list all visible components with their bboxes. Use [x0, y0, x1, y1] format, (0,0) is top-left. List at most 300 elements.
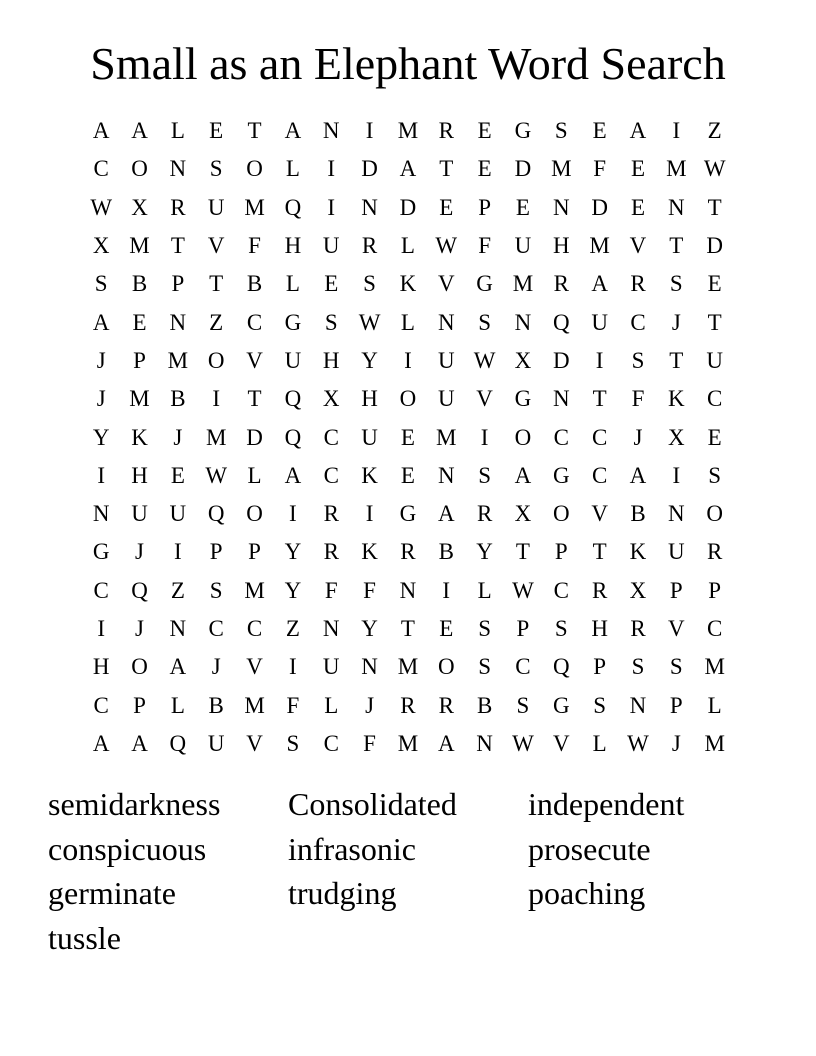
grid-letter: O	[207, 347, 225, 373]
page-title: Small as an Elephant Word Search	[90, 38, 726, 89]
grid-letter: P	[593, 654, 607, 680]
grid-letter: P	[554, 539, 568, 565]
grid-letter: S	[708, 462, 722, 488]
grid-letter: J	[96, 347, 106, 373]
grid-letter: O	[131, 654, 148, 680]
grid-letter: C	[553, 424, 569, 450]
grid-letter: R	[630, 271, 646, 297]
grid-letter: V	[437, 271, 455, 297]
grid-letter: U	[322, 233, 340, 259]
grid-letter: S	[209, 156, 223, 182]
grid-letter: A	[92, 730, 110, 756]
grid-letter: Y	[284, 577, 302, 603]
grid-letter: Q	[284, 424, 302, 450]
grid-letter: I	[365, 118, 374, 144]
grid-letter: P	[516, 616, 530, 641]
grid-letter: A	[437, 501, 455, 527]
grid-letter: H	[92, 654, 110, 680]
grid-letter: H	[361, 386, 378, 412]
grid-letter: K	[629, 539, 647, 565]
grid-letter: U	[437, 347, 455, 373]
grid-letter: T	[707, 309, 722, 335]
word-list-item: conspicuous	[48, 830, 207, 867]
grid-letter: S	[94, 271, 108, 297]
grid-letter: W	[627, 730, 649, 756]
grid-letter: R	[630, 616, 646, 641]
grid-letter: I	[327, 194, 336, 220]
grid-row	[82, 150, 734, 188]
grid-letter: B	[131, 271, 148, 297]
grid-letter: I	[672, 118, 681, 144]
grid-letter: N	[92, 501, 110, 527]
grid-letter: T	[439, 156, 454, 182]
word-list-item: trudging	[288, 875, 397, 912]
grid-letter: L	[592, 730, 607, 756]
grid-letter: U	[437, 386, 455, 412]
grid-letter: L	[400, 233, 415, 259]
grid-letter: E	[630, 156, 646, 182]
grid-letter: V	[629, 233, 647, 259]
grid-letter: L	[170, 118, 185, 144]
grid-letter: O	[399, 386, 417, 412]
grid-letter: V	[246, 654, 263, 680]
grid-letter: A	[514, 462, 532, 488]
grid-letter: W	[473, 347, 496, 373]
grid-letter: C	[208, 616, 224, 641]
grid-letter: D	[706, 233, 723, 259]
grid-letter: R	[323, 539, 339, 565]
grid-letter: A	[169, 654, 187, 680]
grid-letter: F	[248, 233, 261, 259]
grid-letter: G	[92, 539, 110, 565]
grid-row	[82, 303, 734, 341]
grid-letter: M	[205, 424, 227, 450]
grid-letter: W	[358, 309, 381, 335]
grid-letter: I	[404, 347, 412, 373]
grid-letter: R	[707, 539, 723, 565]
grid-letter: C	[93, 156, 109, 182]
grid-letter: Q	[284, 386, 302, 412]
letter-grid	[82, 112, 734, 763]
grid-letter: L	[477, 577, 492, 603]
grid-letter: J	[135, 616, 144, 641]
grid-letter: O	[552, 501, 570, 527]
grid-letter: I	[97, 616, 105, 641]
grid-letter: Q	[552, 654, 570, 680]
grid-letter: H	[131, 462, 148, 488]
grid-letter: J	[96, 386, 106, 412]
grid-letter: A	[131, 118, 148, 144]
grid-letter: C	[515, 654, 531, 680]
grid-letter: V	[668, 616, 685, 641]
grid-letter: L	[707, 692, 722, 718]
grid-letter: S	[631, 654, 645, 680]
grid-letter: N	[437, 462, 455, 488]
grid-letter: C	[246, 616, 263, 641]
grid-letter: E	[707, 424, 722, 450]
grid-letter: A	[284, 462, 302, 488]
grid-letter: S	[593, 692, 607, 718]
grid-row	[82, 189, 734, 227]
grid-letter: N	[169, 616, 187, 641]
grid-letter: N	[437, 309, 455, 335]
grid-letter: M	[589, 233, 610, 259]
grid-letter: S	[554, 118, 568, 144]
grid-letter: S	[478, 616, 491, 641]
grid-letter: L	[400, 309, 415, 335]
grid-letter: A	[629, 462, 647, 488]
grid-letter: I	[672, 462, 681, 488]
grid-letter: Q	[207, 501, 225, 527]
grid-letter: Y	[284, 539, 302, 565]
grid-letter: E	[439, 616, 454, 641]
grid-letter: G	[514, 118, 532, 144]
grid-letter: T	[209, 271, 224, 297]
grid-letter: B	[170, 386, 186, 412]
grid-letter: N	[322, 118, 340, 144]
grid-letter: S	[669, 654, 683, 680]
word-list-item: poaching	[528, 875, 646, 912]
grid-letter: S	[478, 462, 491, 488]
grid-letter: R	[553, 271, 569, 297]
grid-letter: A	[437, 730, 455, 756]
grid-letter: C	[323, 462, 339, 488]
grid-letter: H	[552, 233, 570, 259]
grid-letter: E	[400, 424, 415, 450]
grid-letter: I	[365, 501, 374, 527]
grid-row	[82, 572, 734, 610]
grid-letter: A	[92, 118, 110, 144]
grid-letter: F	[286, 692, 300, 718]
grid-letter: N	[169, 156, 187, 182]
grid-row	[82, 648, 734, 686]
grid-letter: Y	[92, 424, 110, 450]
grid-letter: X	[629, 577, 647, 603]
grid-letter: S	[478, 654, 491, 680]
grid-letter: T	[707, 194, 722, 220]
grid-letter: R	[323, 501, 339, 527]
word-list	[48, 782, 768, 961]
grid-letter: P	[708, 577, 722, 603]
grid-letter: X	[92, 233, 110, 259]
grid-letter: S	[209, 577, 223, 603]
grid-letter: U	[207, 730, 225, 756]
word-list-item: infrasonic	[288, 830, 416, 867]
word-list-item: independent	[528, 786, 685, 822]
grid-letter: H	[322, 347, 340, 373]
grid-letter: N	[361, 194, 378, 220]
grid-letter: S	[478, 309, 491, 335]
grid-letter: U	[591, 309, 608, 335]
grid-letter: U	[361, 424, 378, 450]
grid-letter: W	[703, 156, 726, 182]
grid-letter: V	[552, 730, 570, 756]
grid-letter: C	[323, 730, 339, 756]
grid-letter: M	[244, 194, 265, 220]
grid-letter: X	[514, 501, 532, 527]
grid-letter: O	[131, 156, 148, 182]
grid-row	[82, 112, 734, 150]
grid-letter: W	[512, 730, 534, 756]
grid-letter: I	[97, 462, 105, 488]
grid-letter: F	[324, 577, 338, 603]
grid-letter: O	[246, 156, 263, 182]
grid-letter: C	[323, 424, 339, 450]
grid-letter: T	[669, 347, 684, 373]
grid-letter: M	[436, 424, 457, 450]
grid-letter: N	[169, 309, 187, 335]
grid-letter: Z	[170, 577, 185, 603]
grid-letter: E	[515, 194, 530, 220]
grid-letter: D	[246, 424, 263, 450]
grid-letter: C	[630, 309, 646, 335]
grid-letter: P	[133, 347, 146, 373]
grid-letter: J	[365, 692, 375, 718]
grid-letter: X	[322, 386, 340, 412]
grid-letter: B	[476, 692, 493, 718]
grid-letter: V	[246, 347, 263, 373]
grid-letter: S	[631, 347, 645, 373]
grid-letter: N	[476, 730, 493, 756]
grid-letter: C	[246, 309, 263, 335]
grid-letter: U	[668, 539, 685, 565]
grid-letter: U	[169, 501, 187, 527]
grid-letter: W	[512, 577, 534, 603]
grid-letter: G	[399, 501, 417, 527]
grid-letter: L	[285, 271, 300, 297]
grid-row	[82, 418, 734, 456]
grid-row	[82, 265, 734, 303]
grid-letter: P	[171, 271, 185, 297]
grid-letter: M	[244, 577, 265, 603]
grid-letter: P	[478, 194, 491, 220]
grid-letter: U	[131, 501, 148, 527]
grid-letter: R	[438, 118, 454, 144]
grid-letter: F	[363, 577, 376, 603]
grid-letter: R	[361, 233, 378, 259]
grid-letter: O	[437, 654, 455, 680]
grid-letter: C	[93, 692, 109, 718]
grid-row	[82, 342, 734, 380]
grid-letter: G	[476, 271, 493, 297]
grid-letter: N	[361, 654, 378, 680]
grid-letter: C	[553, 577, 569, 603]
grid-letter: J	[135, 539, 144, 565]
grid-letter: F	[478, 233, 491, 259]
grid-letter: F	[593, 156, 607, 182]
grid-letter: J	[671, 730, 681, 756]
grid-letter: K	[668, 386, 685, 412]
grid-letter: E	[477, 118, 492, 144]
grid-letter: Z	[707, 118, 722, 144]
grid-letter: C	[707, 616, 723, 641]
grid-letter: U	[706, 347, 723, 373]
grid-letter: G	[514, 386, 532, 412]
grid-letter: I	[289, 654, 297, 680]
grid-letter: S	[554, 616, 568, 641]
grid-letter: Y	[361, 347, 378, 373]
grid-letter: R	[400, 539, 416, 565]
grid-letter: Q	[131, 577, 148, 603]
grid-letter: G	[284, 309, 302, 335]
grid-letter: I	[289, 501, 297, 527]
grid-letter: R	[476, 501, 493, 527]
grid-letter: W	[90, 194, 113, 220]
grid-letter: D	[361, 156, 378, 182]
grid-letter: D	[552, 347, 570, 373]
grid-letter: U	[322, 654, 340, 680]
grid-letter: T	[515, 539, 530, 565]
grid-letter: G	[552, 692, 570, 718]
word-list-item: semidarkness	[48, 786, 221, 822]
grid-letter: B	[246, 271, 263, 297]
grid-letter: Y	[476, 539, 493, 565]
grid-letter: C	[591, 424, 608, 450]
grid-letter: Y	[361, 616, 378, 641]
grid-letter: T	[170, 233, 185, 259]
grid-letter: O	[246, 501, 263, 527]
grid-letter: J	[173, 424, 183, 450]
grid-letter: A	[131, 730, 148, 756]
grid-letter: S	[363, 271, 376, 297]
grid-letter: T	[592, 386, 607, 412]
grid-row	[82, 610, 734, 648]
grid-letter: P	[669, 577, 683, 603]
grid-letter: R	[438, 692, 454, 718]
grid-letter: N	[399, 577, 417, 603]
grid-letter: U	[284, 347, 302, 373]
grid-letter: Q	[169, 730, 187, 756]
grid-letter: R	[170, 194, 186, 220]
grid-letter: I	[212, 386, 221, 412]
grid-letter: W	[205, 462, 228, 488]
grid-letter: A	[629, 118, 647, 144]
word-list-item: germinate	[48, 875, 176, 912]
grid-letter: E	[170, 462, 185, 488]
grid-letter: M	[551, 156, 572, 182]
grid-letter: I	[595, 347, 604, 373]
grid-letter: M	[704, 654, 725, 680]
grid-letter: P	[248, 539, 261, 565]
grid-letter: M	[397, 730, 419, 756]
grid-row	[82, 380, 734, 418]
grid-letter: P	[209, 539, 223, 565]
grid-letter: J	[633, 424, 643, 450]
grid-letter: E	[630, 194, 646, 220]
grid-letter: B	[208, 692, 224, 718]
grid-letter: L	[247, 462, 262, 488]
grid-letter: M	[129, 386, 150, 412]
grid-letter: N	[322, 616, 340, 641]
grid-letter: E	[324, 271, 339, 297]
grid-row	[82, 533, 734, 571]
grid-letter: O	[514, 424, 532, 450]
grid-letter: N	[668, 501, 685, 527]
grid-letter: T	[592, 539, 607, 565]
grid-row	[82, 457, 734, 495]
grid-letter: N	[514, 309, 532, 335]
grid-letter: J	[211, 654, 221, 680]
grid-letter: W	[435, 233, 458, 259]
grid-letter: S	[669, 271, 683, 297]
grid-letter: T	[247, 386, 262, 412]
grid-letter: L	[324, 692, 339, 718]
grid-letter: O	[706, 501, 723, 527]
grid-letter: T	[400, 616, 415, 641]
grid-letter: U	[207, 194, 225, 220]
grid-letter: T	[669, 233, 684, 259]
grid-letter: A	[591, 271, 608, 297]
grid-letter: Z	[285, 616, 300, 641]
grid-letter: N	[552, 386, 570, 412]
grid-letter: T	[247, 118, 262, 144]
grid-letter: U	[514, 233, 532, 259]
grid-letter: C	[707, 386, 723, 412]
grid-letter: N	[552, 194, 570, 220]
grid-letter: F	[631, 386, 645, 412]
grid-letter: N	[668, 194, 685, 220]
grid-letter: D	[591, 194, 608, 220]
grid-letter: M	[129, 233, 150, 259]
grid-letter: M	[512, 271, 534, 297]
grid-letter: P	[669, 692, 683, 718]
grid-letter: E	[400, 462, 415, 488]
grid-row	[82, 495, 734, 533]
grid-letter: V	[246, 730, 263, 756]
grid-letter: M	[244, 692, 265, 718]
grid-row	[82, 686, 734, 724]
grid-letter: J	[671, 309, 681, 335]
grid-letter: C	[591, 462, 608, 488]
word-list-item: prosecute	[528, 830, 651, 867]
grid-letter: E	[439, 194, 454, 220]
grid-letter: B	[438, 539, 454, 565]
grid-letter: K	[131, 424, 148, 450]
grid-letter: N	[629, 692, 647, 718]
grid-letter: S	[324, 309, 338, 335]
grid-letter: D	[399, 194, 417, 220]
grid-letter: E	[707, 271, 722, 297]
grid-letter: P	[133, 692, 146, 718]
grid-letter: M	[397, 654, 419, 680]
grid-letter: V	[591, 501, 608, 527]
grid-letter: X	[514, 347, 532, 373]
grid-letter: S	[516, 692, 530, 718]
grid-letter: E	[477, 156, 492, 182]
grid-letter: E	[132, 309, 147, 335]
grid-letter: R	[400, 692, 416, 718]
grid-letter: V	[476, 386, 493, 412]
grid-letter: Z	[209, 309, 224, 335]
grid-letter: A	[284, 118, 302, 144]
grid-letter: K	[399, 271, 417, 297]
grid-letter: M	[666, 156, 687, 182]
grid-letter: C	[93, 577, 109, 603]
grid-letter: K	[361, 462, 378, 488]
grid-letter: F	[363, 730, 376, 756]
grid-letter: I	[442, 577, 451, 603]
grid-row	[82, 227, 734, 265]
grid-letter: E	[592, 118, 607, 144]
word-list-item: Consolidated	[288, 786, 457, 822]
grid-letter: K	[361, 539, 378, 565]
grid-letter: Q	[552, 309, 570, 335]
grid-letter: E	[209, 118, 224, 144]
grid-letter: R	[591, 577, 608, 603]
grid-letter: H	[591, 616, 608, 641]
grid-letter: A	[92, 309, 110, 335]
grid-letter: M	[704, 730, 725, 756]
